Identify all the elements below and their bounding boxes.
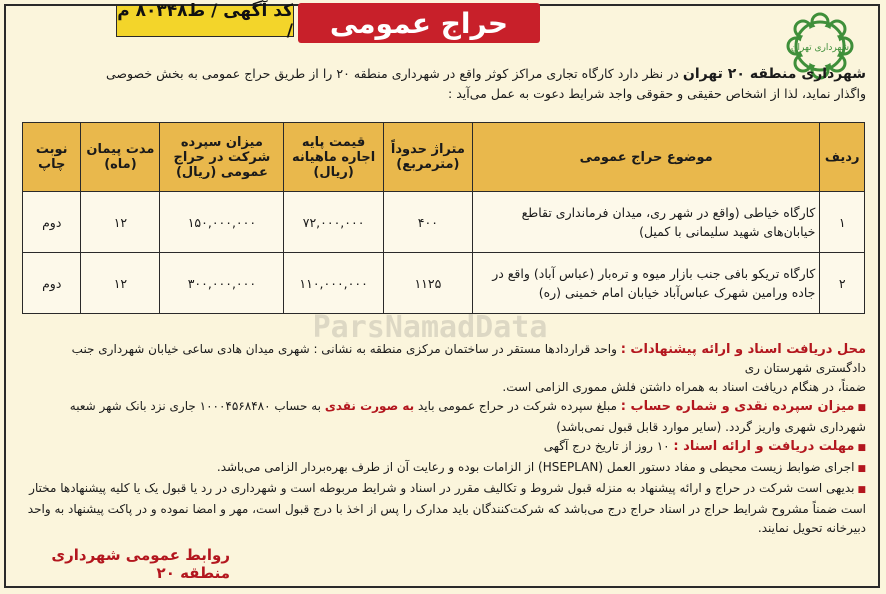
hse-paragraph	[21, 458, 866, 479]
table-row	[23, 192, 865, 253]
cell-print: دوم	[23, 253, 81, 314]
terms-text: بدیهی است شرکت در حراج و ارائه پیشنهاد به منزله قبول شروط و تکالیف مقرر در اسناد و شرایط مربوطه است و شهرداری در رد یا قبول یک یا کلیه پیشنهادها مختار است ضمناً مشروح شرایط حراج در اسناد حراج درج می‌باشد که شرکت‌کنندگان باید مدارک را پس از اخذ با درج قبول است، مهر و امضا نموده و در پاکت پیشنهاد به واحد دبیرخانه تحویل نمایند.	[27, 481, 866, 535]
col-rent: قیمت پایه اجاره ماهیانه (ریال)	[284, 123, 383, 192]
col-area: متراژ حدوداً (مترمربع)	[383, 123, 472, 192]
auction-table	[22, 122, 865, 314]
bullet-icon: ■	[857, 464, 866, 474]
deadline-heading: مهلت دریافت و ارائه اسناد :	[673, 439, 855, 454]
cell-deposit: ۱۵۰,۰۰۰,۰۰۰	[160, 192, 284, 253]
intro-paragraph	[106, 64, 866, 103]
col-term: مدت پیمان (ماه)	[81, 123, 160, 192]
ad-code: کد آگهی / ط۸۰۳۴۸ م /	[117, 1, 293, 41]
docs-paragraph	[21, 340, 866, 378]
bullet-icon: ■	[857, 443, 866, 453]
docs-heading: محل دریافت اسناد و ارائه پیشنهادات :	[620, 342, 866, 357]
cell-rent: ۱۱۰,۰۰۰,۰۰۰	[284, 253, 383, 314]
bullet-icon: ■	[857, 403, 866, 413]
deposit-text-1: مبلغ سپرده شرکت در حراج عمومی باید	[414, 399, 621, 413]
hse-text: اجرای ضوابط زیست محیطی و مفاد دستور العمل (HSEPLAN) از الزامات بوده و رعایت آن از طرف بهره‌بردار الزامی می‌باشد.	[216, 460, 855, 474]
col-print: نوبت چاپ	[23, 123, 81, 192]
bullet-icon: ■	[857, 485, 866, 495]
conditions-section	[21, 340, 866, 538]
organization-name: شهرداری منطقه ۲۰ تهران	[682, 66, 866, 82]
cell-area: ۴۰۰	[383, 192, 472, 253]
cell-rent: ۷۲,۰۰۰,۰۰۰	[284, 192, 383, 253]
cell-term: ۱۲	[81, 253, 160, 314]
col-deposit: میزان سپرده شرکت در حراج عمومی (ریال)	[160, 123, 284, 192]
intro-text: در نظر دارد کارگاه تجاری مراکز کوثر واقع در شهرداری منطقه ۲۰ را از طریق حراج عمومی به بخش خصوصی واگذار نماید، لذا از اشخاص حقیقی و حقوقی واجد شرایط دعوت به عمل می‌آید :	[106, 66, 866, 101]
cell-subject: کارگاه تریکو بافی جنب بازار میوه و تره‌بار (عباس آباد) واقع در جاده ورامین شهرک عباس‌آباد خیابان امام خمینی (ره)	[472, 253, 819, 314]
terms-paragraph	[21, 479, 866, 538]
public-relations-signature: روابط عمومی شهرداری منطقه ۲۰	[51, 546, 230, 582]
col-subject: موضوع حراج عمومی	[472, 123, 819, 192]
cell-deposit: ۳۰۰,۰۰۰,۰۰۰	[160, 253, 284, 314]
deposit-text-2: به حساب ۱۰۰۰۴۵۶۸۴۸۰ جاری نزد بانک شهر شعبه شهرداری شهری واریز گردد. (سایر موارد قابل قبول نمی‌باشد)	[69, 399, 866, 434]
deposit-paragraph	[21, 397, 866, 437]
deposit-heading: میزان سپرده نقدی و شماره حساب :	[620, 399, 855, 414]
svg-text:شهرداری تهران: شهرداری تهران	[790, 43, 850, 53]
cell-subject: کارگاه خیاطی (واقع در شهر ری، میدان فرمانداری تقاطع خیابان‌های شهید سلیمانی با کمیل)	[472, 192, 819, 253]
deadline-text: ۱۰ روز از تاریخ درج آگهی	[543, 439, 674, 453]
docs-note: ضمناً، در هنگام دریافت اسناد به همراه داشتن فلش مموری الزامی است.	[502, 380, 866, 394]
docs-text: واحد قراردادها مستقر در ساختمان مرکزی منطقه به نشانی : شهری میدان هادی ساعی خیابان شهرداری جنب دادگستری شهرستان ری	[71, 342, 866, 375]
cell-row-number: ۱	[820, 192, 865, 253]
table-header-row	[23, 123, 865, 192]
table-row	[23, 253, 865, 314]
cell-row-number: ۲	[820, 253, 865, 314]
col-row-number: ردیف	[820, 123, 865, 192]
cell-term: ۱۲	[81, 192, 160, 253]
cell-area: ۱۱۲۵	[383, 253, 472, 314]
cell-print: دوم	[23, 192, 81, 253]
ad-title: حراج عمومی	[298, 3, 540, 43]
watermark: ParsNamadData	[312, 310, 548, 345]
deposit-cash-emphasis: به صورت نقدی	[324, 399, 415, 413]
deadline-paragraph	[21, 437, 866, 458]
